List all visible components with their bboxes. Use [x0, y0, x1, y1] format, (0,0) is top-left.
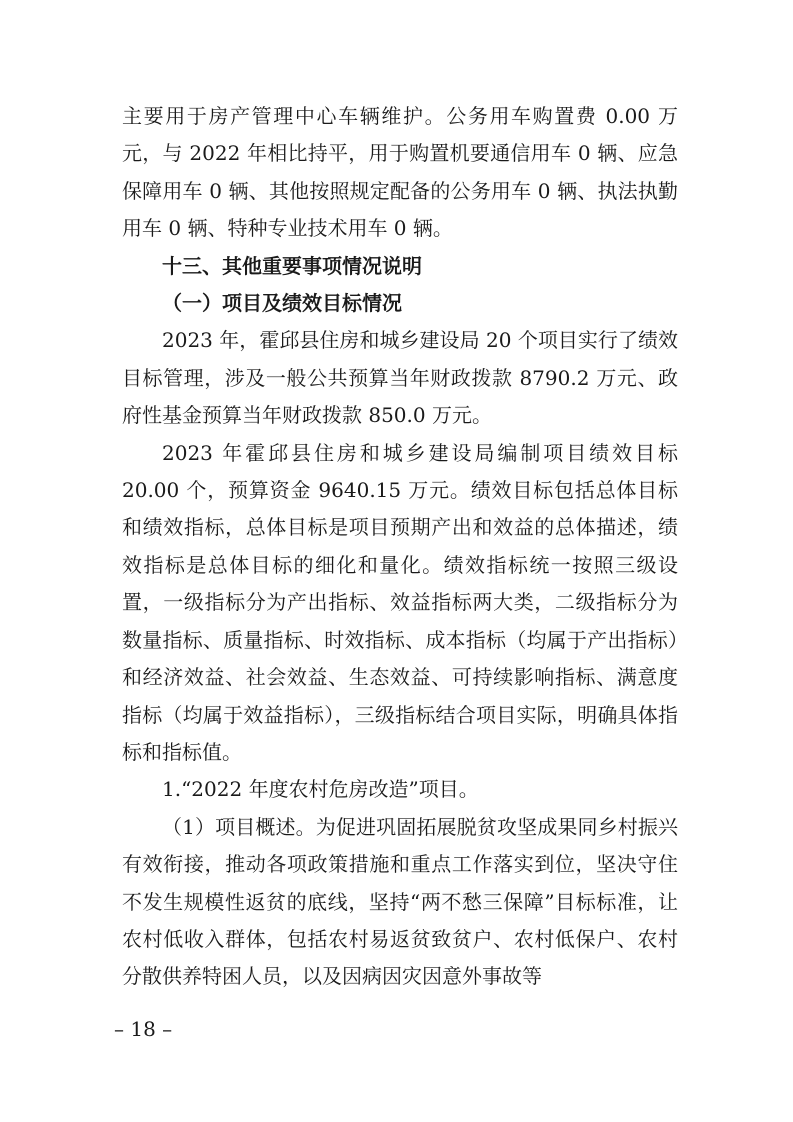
section-heading-other-matters: 十三、其他重要事项情况说明 [162, 253, 422, 278]
paragraph-projects-overview: 2023 年，霍邱县住房和城乡建设局 20 个项目实行了绩效目标管理，涉及一般公共预算当年财政拨款 8790.2 万元、政府性基金预算当年财政拨款 850.0 万元。 [122, 328, 678, 428]
page-number: – 18 – [114, 1017, 173, 1041]
paragraph-project-summary: （1）项目概述。为促进巩固拓展脱贫攻坚成果同乡村振兴有效衔接，推动各项政策措施和重点工作落实到位，坚决守住不发生规模性返贫的底线，坚持“两不愁三保障”目标标准，让农村低收入群体，包括农村易返贫致贫户、农村低保户、农村分散供养特困人员，以及因病因灾因意外事故等 [122, 814, 678, 989]
paragraph-vehicle-costs: 主要用于房产管理中心车辆维护。公务用车购置费 0.00 万元，与 2022 年相比持平，用于购置机要通信用车 0 辆、应急保障用车 0 辆、其他按照规定配备的公务用车 0 辆、执法执勤用车 0 辆、特种专业技术用车 0 辆。 [122, 104, 678, 241]
subsection-heading-performance-goals: （一）项目及绩效目标情况 [162, 291, 402, 316]
document-body [122, 98, 678, 996]
item-heading-rural-housing: 1.“2022 年度农村危房改造”项目。 [162, 777, 479, 802]
paragraph-performance-indicators: 2023 年霍邱县住房和城乡建设局编制项目绩效目标 20.00 个，预算资金 9640.15 万元。绩效目标包括总体目标和绩效指标，总体目标是项目预期产出和效益的总体描述，绩效指标是总体目标的细化和量化。绩效指标统一按照三级设置，一级指标分为产出指标、效益指标两大类，二级指标分为数量指标、质量指标、时效指标、成本指标（均属于产出指标）和经济效益、社会效益、生态效益、可持续影响指标、满意度指标（均属于效益指标），三级指标结合项目实际，明确具体指标和指标值。 [122, 440, 678, 764]
